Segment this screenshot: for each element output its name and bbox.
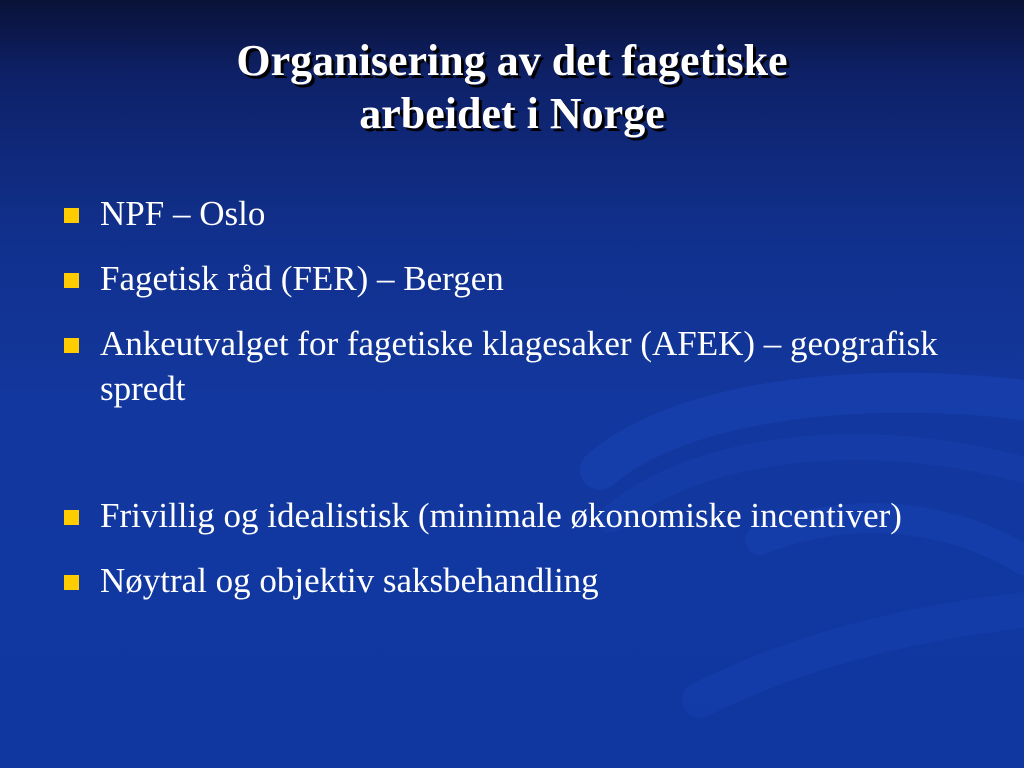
slide-title (62, 34, 962, 140)
bullet-item (62, 191, 982, 236)
square-bullet-icon (64, 273, 79, 288)
bullet-list (62, 191, 982, 623)
bullet-item (62, 321, 982, 411)
bullet-text: Fagetisk råd (FER) – Bergen (100, 259, 504, 298)
slide-title-line-2: arbeidet i Norge (359, 89, 665, 138)
bullet-item (62, 558, 982, 603)
square-bullet-icon (64, 510, 79, 525)
bullet-text: Frivillig og idealistisk (minimale økonomiske incentiver) (100, 496, 902, 535)
square-bullet-icon (64, 575, 79, 590)
bullet-item (62, 256, 982, 301)
bullet-text: Ankeutvalget for fagetiske klagesaker (AFEK) – geografisk spredt (100, 324, 938, 408)
square-bullet-icon (64, 338, 79, 353)
bullet-item (62, 493, 982, 538)
slide-title-line-1: Organisering av det fagetiske (236, 36, 788, 85)
bullet-text: Nøytral og objektiv saksbehandling (100, 561, 599, 600)
bullet-text: NPF – Oslo (100, 194, 266, 233)
square-bullet-icon (64, 208, 79, 223)
